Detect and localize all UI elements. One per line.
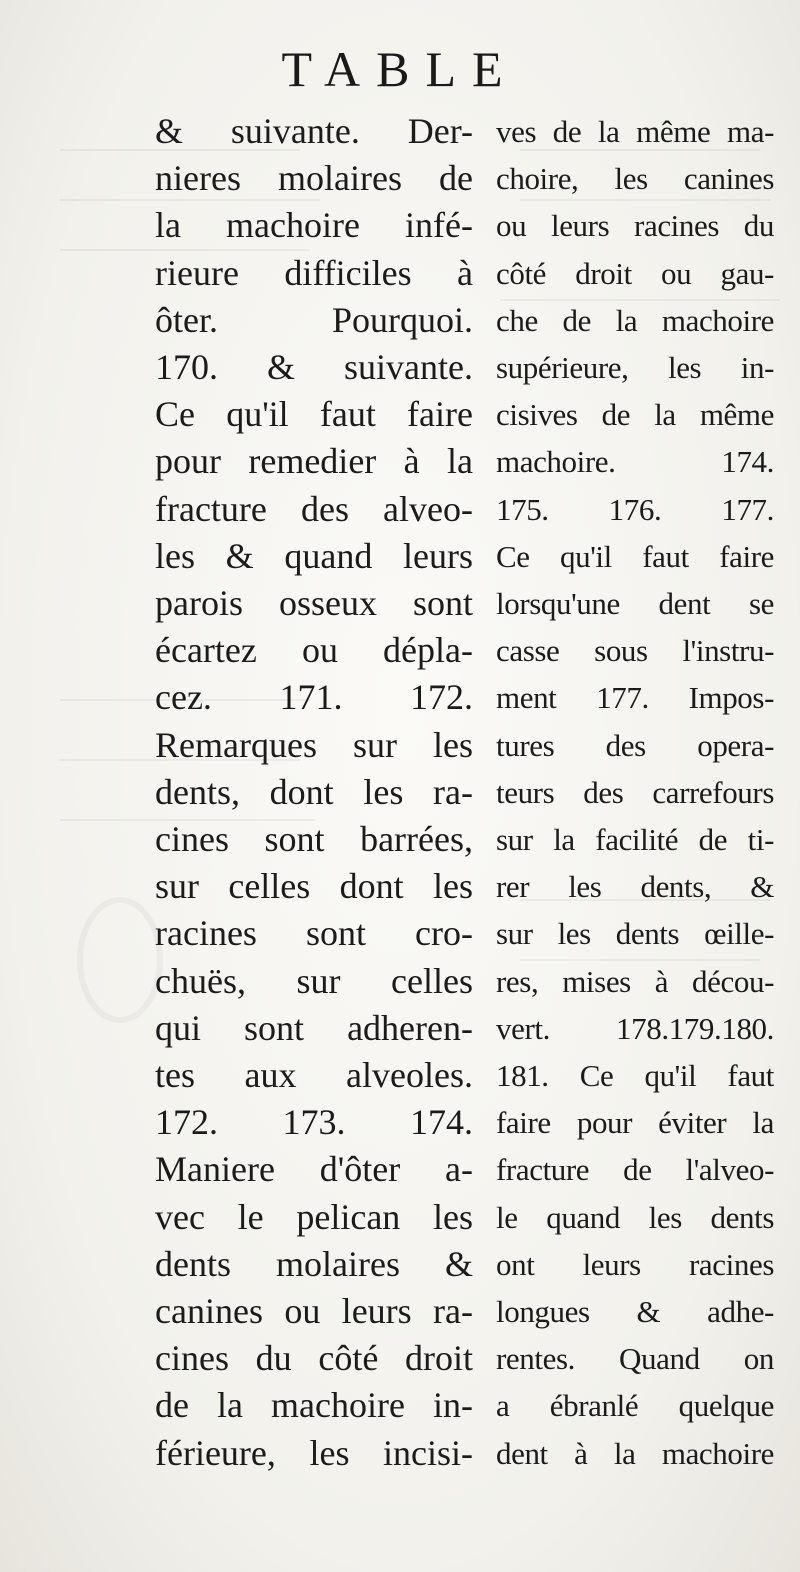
- text-line: parois osseux sont: [155, 583, 473, 624]
- text-line: tures des opera-: [496, 727, 774, 763]
- text-line: & suivante. Der-: [155, 111, 473, 151]
- text-line: chuës, sur celles: [155, 960, 473, 1001]
- text-line: lorsqu'une dent se: [496, 586, 774, 622]
- text-line: 172. 173. 174.: [155, 1102, 473, 1143]
- text-line: res, mises à décou-: [496, 963, 774, 999]
- text-line: les & quand leurs: [155, 535, 473, 576]
- text-line: casse sous l'instru-: [496, 633, 774, 669]
- text-line: che de la machoire: [496, 302, 774, 338]
- text-line: 175. 176. 177.: [496, 491, 774, 527]
- text-line: cines sont barrées,: [155, 819, 473, 860]
- text-line: la machoire infé-: [155, 205, 473, 246]
- text-line: teurs des carrefours: [496, 774, 774, 810]
- text-line: longues & adhe-: [496, 1294, 774, 1330]
- text-line: cines du côté droit: [155, 1338, 473, 1379]
- text-line: supérieure, les in-: [496, 350, 774, 386]
- text-line: écartez ou dépla-: [155, 630, 473, 671]
- text-line: faire pour éviter la: [496, 1105, 774, 1141]
- text-line: qui sont adheren-: [155, 1007, 473, 1048]
- text-line: de la machoire in-: [155, 1385, 473, 1426]
- text-line: ont leurs racines: [496, 1246, 774, 1282]
- text-line: choire, les canines: [496, 161, 774, 197]
- text-line: a ébranlé quelque: [496, 1388, 774, 1424]
- text-line: 170. & suivante.: [155, 347, 473, 388]
- text-line: rer les dents, &: [496, 869, 774, 905]
- text-line: 181. Ce qu'il faut: [496, 1058, 774, 1094]
- text-line: ôter. Pourquoi.: [155, 299, 473, 340]
- text-line: rentes. Quand on: [496, 1341, 774, 1377]
- text-line: dents molaires &: [155, 1243, 473, 1284]
- text-line: vec le pelican les: [155, 1196, 473, 1237]
- text-line: dent à la machoire: [496, 1435, 774, 1471]
- text-line: ves de la même ma-: [496, 114, 774, 149]
- text-line: fracture des alveo-: [155, 488, 473, 529]
- text-line: Maniere d'ôter a-: [155, 1149, 473, 1190]
- text-line: dents, dont les ra-: [155, 771, 473, 812]
- text-line: vert. 178.179.180.: [496, 1010, 774, 1046]
- text-line: le quand les dents: [496, 1199, 774, 1235]
- text-line: côté droit ou gau-: [496, 255, 774, 291]
- text-line: ou leurs racines du: [496, 208, 774, 244]
- text-line: rieure difficiles à: [155, 252, 473, 293]
- text-line: sur les dents œille-: [496, 916, 774, 952]
- text-line: Ce qu'il faut faire: [155, 394, 473, 435]
- text-line: Remarques sur les: [155, 724, 473, 765]
- text-line: férieure, les incisi-: [155, 1432, 473, 1473]
- left-text-column: [155, 108, 473, 1477]
- text-line: cisives de la même: [496, 397, 774, 433]
- text-line: cez. 171. 172.: [155, 677, 473, 718]
- text-line: nieres molaires de: [155, 158, 473, 199]
- running-head-title: TABLE: [281, 41, 519, 97]
- text-line: pour remedier à la: [155, 441, 473, 482]
- text-line: ment 177. Impos-: [496, 680, 774, 716]
- text-line: canines ou leurs ra-: [155, 1291, 473, 1332]
- right-text-column: [496, 108, 774, 1477]
- text-line: sur celles dont les: [155, 866, 473, 907]
- text-line: fracture de l'alveo-: [496, 1152, 774, 1188]
- text-line: racines sont cro-: [155, 913, 473, 954]
- text-line: sur la facilité de ti-: [496, 822, 774, 858]
- text-line: Ce qu'il faut faire: [496, 538, 774, 574]
- text-line: machoire. 174.: [496, 444, 774, 480]
- text-line: tes aux alveoles.: [155, 1055, 473, 1096]
